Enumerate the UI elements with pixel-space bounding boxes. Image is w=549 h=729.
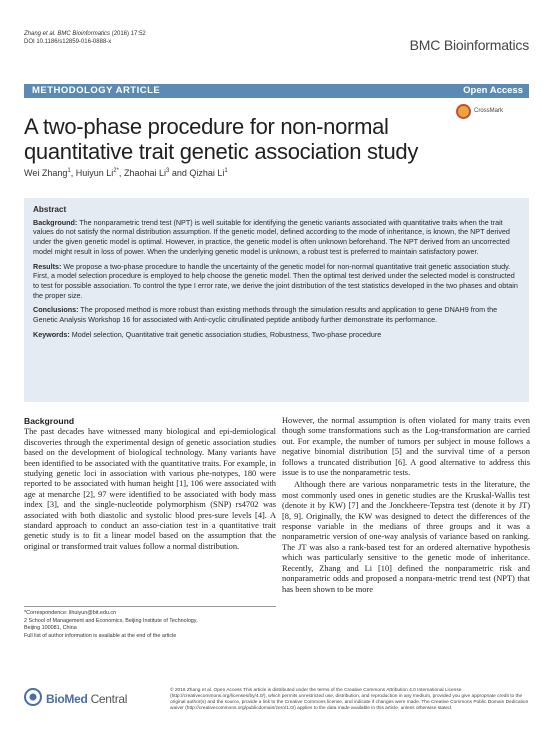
- journal-name: BMC Bioinformatics: [409, 37, 529, 53]
- abstract-results-text: We propose a two-phase procedure to handle the uncertainty of the genetic model for non-normal quantitative trait genetic association study. First, a model selection procedure is employed to help choose the genetic model. Then the optimal test derived under the selected model is constructed to test for possible association. To control the type I error rate, we derive the joint distribution of the test statistics developed in the two phases and obtain the proper size.: [33, 261, 518, 300]
- article-type-banner: [24, 84, 529, 98]
- abstract-conclusions: [33, 305, 520, 324]
- abstract-conclusions-label: Conclusions:: [33, 305, 79, 315]
- biomed-central-logo-icon: [24, 688, 42, 706]
- abstract-keywords: [33, 330, 520, 340]
- body-column-right: [282, 416, 530, 595]
- abstract-results: [33, 262, 520, 301]
- abstract-box: [24, 198, 529, 402]
- body-paragraph: The past decades have witnessed many biological and epi-demiological discoveries through the experimental design of genetic association studies based on the development of biological technology. Many variants have been identified to be associated with the quantitative traits. For example, in studying genetic loci in association with various phe-notypes, 180 were reported to be associated with human height [1], 106 were associated with age at menarche [2], 97 were identified to be associated with body mass index [3], and the single-nucleotide polymorphism (SNP) rs4702 was associated with both diastolic and systolic blood pres-sure levels [4]. A standard approach to conduct an asso-ciation test in a quantitative trait genetic study is to fit a linear model based on the assumption that the original or transformed trait values follow a normal distribution.: [24, 427, 276, 551]
- logo-word-biomed: BioMed: [46, 692, 88, 706]
- abstract-keywords-text: Model selection, Quantitative trait genetic association studies, Robustness, Two-phase procedure: [69, 329, 382, 339]
- abstract-results-label: Results:: [33, 261, 62, 271]
- body-column-left: [24, 416, 276, 552]
- article-type-label: METHODOLOGY ARTICLE: [32, 85, 161, 96]
- biomed-central-logo[interactable]: [24, 688, 154, 708]
- body-paragraph: However, the normal assumption is often violated for many traits even though some transformations such as the Log-transformation are carried out. For example, the number of tumors per subject in mouse follows a negative binomial distribution [5] and the survival time of a person follows a truncated distribution [6]. A good alternative to address this issue is to use the nonparametric tests.: [282, 416, 530, 478]
- author-affiliation-mark: 1: [224, 168, 228, 174]
- license-statement: © 2016 Zhang et al. Open Access This article is distributed under the terms of the Creative Commons Attribution 4.0 International License (http://creativecommons.org/licenses/by/4.0/), which permits unrestricted use, distribution, and reproduction in any medium, provided you give appropriate credit to the original author(s) and the source, provide a link to the Creative Commons license, and indicate if changes were made. The Creative Commons Public Domain Dedication waiver (http://creativecommons.org/publicdomain/zero/1.0/) applies to the data made available in this article, unless otherwise stated.: [170, 688, 529, 711]
- citation-line-1: [24, 30, 146, 38]
- abstract-background: [33, 218, 520, 257]
- crossmark-label: CrossMark: [474, 108, 504, 114]
- open-access-label[interactable]: Open Access: [463, 85, 523, 96]
- crossmark-badge[interactable]: [456, 104, 526, 120]
- author-info-note: Full list of author information is available at the end of the article: [24, 633, 177, 639]
- abstract-background-label: Background:: [33, 217, 78, 227]
- author-name[interactable]: Huiyun Li: [75, 168, 114, 178]
- body-paragraph: Although there are various nonparametric tests in the literature, the most commonly used ones in genetic studies are the Kruskal-Wallis test (denote it by KW) [7] and the Jonckheere-Tepstra test (denote it by JT) [8, 9]. Originally, the KW was designed to detect the differences of the response variable in the medians of three groups and it was a nonparametric version of one-way analysis of variance based on ranking. The JT was also a rank-based test for an ordered alternative hypothesis which was particularly sensitive to the genetic mode of inheritance. Recently, Zhang and Li [10] defined the nonparametric risk and nonparametric odds and proposed a nonpara-metric trend test (NPT) that has been shown to be more: [282, 480, 530, 594]
- footnotes: [24, 606, 276, 640]
- affiliation-note-line-1: 2 School of Management and Economics, Beijing Institute of Technology,: [24, 618, 198, 624]
- author-affiliation-mark: 1: [67, 168, 71, 174]
- abstract-keywords-label: Keywords:: [33, 329, 70, 339]
- citation-doi[interactable]: DOI 10.1186/s12859-016-0888-x: [24, 39, 112, 45]
- author-list: Wei Zhang$^1$, Huiyun $Li^{2*}$, Zhaohai Li$^3$ and Qizhai Li$^1$: [24, 168, 228, 178]
- citation: [24, 30, 146, 46]
- author-affiliation-mark: 2*: [113, 168, 119, 174]
- article-title: A two-phase procedure for non-normal quantitative trait genetic association study: [24, 114, 419, 164]
- affiliation-note-line-2: Beijing 100081, China: [24, 625, 77, 631]
- abstract-background-text: The nonparametric trend test (NPT) is well suitable for identifying the genetic variants associated with quantitative traits when the trait values do not satisfy the normal distribution assumption. If the genetic model, defined according to the mode of inheritance, is known, the NPT derived under the given genetic model is optimal. However, in practice, the genetic model is often unknown beforehand. The NPT derived from an uncorrected model might result in loss of power. When the underlying genetic model is unknown, a robust test is preferred to maintain satisfactory power.: [33, 217, 510, 256]
- biomed-central-wordmark: [46, 692, 127, 706]
- section-heading-background: Background: [24, 416, 75, 426]
- abstract-conclusions-text: The proposed method is more robust than existing methods through the simulation results and application to gene DNAH9 from the Genetic Analysis Workshop 16 for associated with Anti-cyclic citrullinated peptide antibody further demonstrate its performance.: [33, 305, 498, 325]
- citation-journal: BMC Bioinformatics: [57, 31, 111, 37]
- correspondence-note[interactable]: *Correspondence: lihuiyun@bit.edu.cn: [24, 610, 117, 616]
- logo-word-central: Central: [87, 692, 128, 706]
- author-name[interactable]: Qizhai Li: [189, 168, 225, 178]
- author-name[interactable]: Zhaohai Li: [123, 168, 166, 178]
- author-affiliation-mark: 3: [165, 168, 170, 174]
- author-name[interactable]: Wei Zhang: [24, 168, 68, 178]
- citation-volume: (2016) 17:52: [110, 31, 146, 37]
- abstract-heading: Abstract: [33, 205, 67, 214]
- citation-authors: Zhang et al.: [24, 31, 56, 37]
- crossmark-icon: [456, 104, 471, 119]
